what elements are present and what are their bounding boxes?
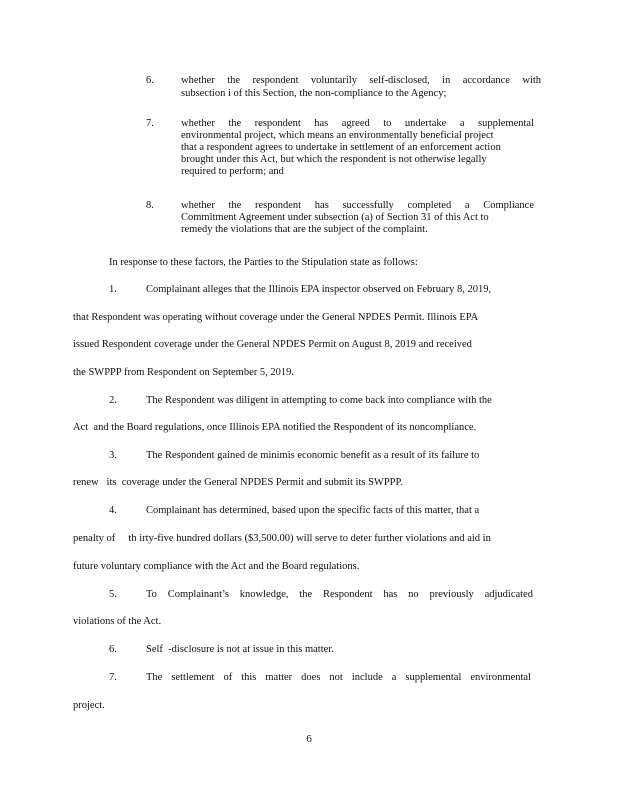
criterion-line: whether the respondent has successfully completed a Compliance <box>181 200 534 211</box>
response-line: Self -disclosure is not at issue in this matter. <box>146 644 334 655</box>
response-line: project. <box>73 700 105 711</box>
criterion-number: 6. <box>146 75 154 86</box>
criterion-number: 7. <box>146 118 154 129</box>
response-line: Complainant alleges that the Illinois EPA inspector observed on February 8, 2019, <box>146 284 492 295</box>
response-number: 7. <box>109 672 117 683</box>
response-number: 6. <box>109 644 117 655</box>
response-line: issued Respondent coverage under the General NPDES Permit on August 8, 2019 and received <box>73 339 472 350</box>
criterion-line: whether the respondent has agreed to undertake a supplemental <box>181 118 534 129</box>
response-line: renew its coverage under the General NPDES Permit and submit its SWPPP. <box>73 477 403 488</box>
criterion-number: 8. <box>146 200 154 211</box>
criterion-line: that a respondent agrees to undertake in settlement of an enforcement action <box>181 142 501 153</box>
response-line: The settlement of this matter does not include a supplemental environmental <box>146 672 531 683</box>
response-line: Complainant has determined, based upon the specific facts of this matter, that a <box>146 505 480 516</box>
response-number: 4. <box>109 505 117 516</box>
criterion-line: whether the respondent voluntarily self-disclosed, in accordance with <box>181 75 541 86</box>
criterion-line: brought under this Act, but which the respondent is not otherwise legally <box>181 154 487 165</box>
response-number: 2. <box>109 395 117 406</box>
response-number: 1. <box>109 284 117 295</box>
response-line: future voluntary compliance with the Act and the Board regulations. <box>73 561 360 572</box>
response-line: Act and the Board regulations, once Illinois EPA notified the Respondent of its noncompliance. <box>73 422 477 433</box>
criterion-line: remedy the violations that are the subject of the complaint. <box>181 224 428 235</box>
criterion-line: Commitment Agreement under subsection (a) of Section 31 of this Act to <box>181 212 489 223</box>
response-number: 5. <box>109 589 117 600</box>
response-line: violations of the Act. <box>73 616 162 627</box>
criterion-line: required to perform; and <box>181 166 284 177</box>
intro-paragraph: In response to these factors, the Parties to the Stipulation state as follows: <box>109 257 418 268</box>
response-line: The Respondent gained de minimis economic benefit as a result of its failure to <box>146 450 480 461</box>
response-line: that Respondent was operating without coverage under the General NPDES Permit. Illinois EPA <box>73 312 479 323</box>
response-line: To Complainant’s knowledge, the Respondent has no previously adjudicated <box>146 589 533 600</box>
response-number: 3. <box>109 450 117 461</box>
criterion-line: subsection i of this Section, the non-compliance to the Agency; <box>181 88 447 99</box>
response-line: the SWPPP from Respondent on September 5, 2019. <box>73 367 294 378</box>
criterion-line: environmental project, which means an environmentally beneficial project <box>181 130 494 141</box>
response-line: penalty of th irty-five hundred dollars ($3,500.00) will serve to deter further violations and aid in <box>73 533 491 544</box>
page-number: 6 <box>306 733 312 745</box>
response-line: The Respondent was diligent in attempting to come back into compliance with the <box>146 395 492 406</box>
